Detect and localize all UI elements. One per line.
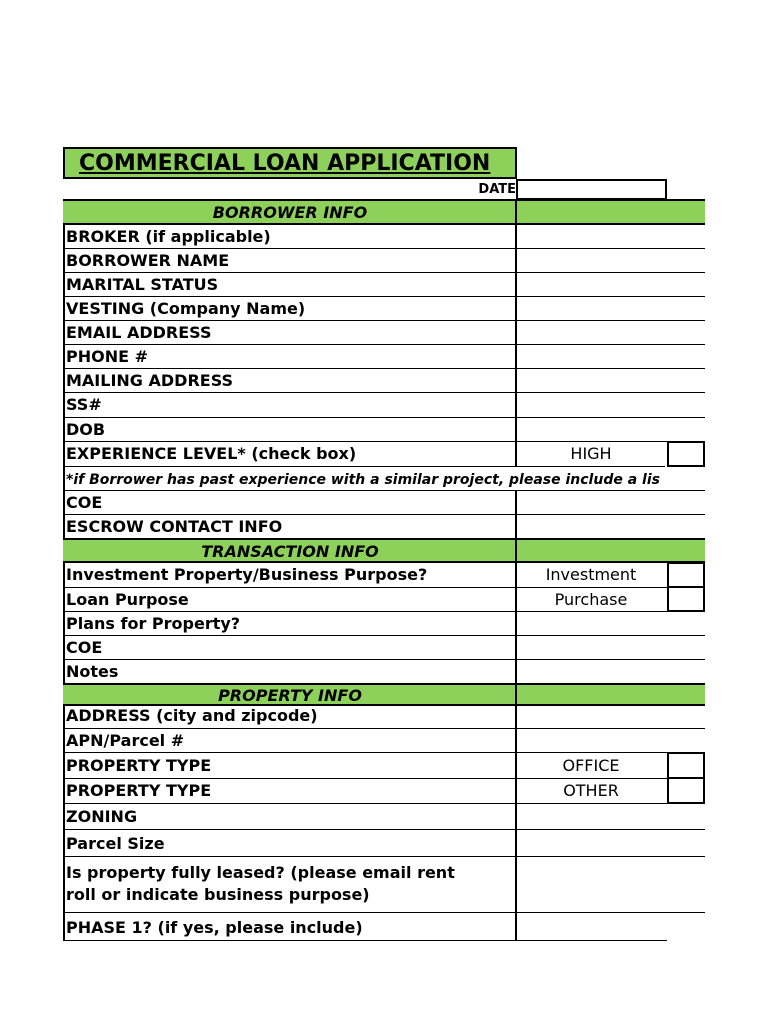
section-title: BORROWER INFO (212, 203, 368, 222)
row-divider (65, 912, 705, 913)
office-checkbox[interactable] (667, 752, 705, 779)
row-mailing-address: MAILING ADDRESS (66, 371, 234, 390)
section-title: TRANSACTION INFO (201, 542, 379, 561)
row-divider (65, 441, 705, 442)
row-divider (65, 587, 667, 588)
row-investment-property: Investment Property/Business Purpose? (66, 565, 428, 584)
row-phone: PHONE # (66, 347, 149, 366)
row-property-type-2: PROPERTY TYPE (66, 781, 212, 800)
row-divider (65, 728, 705, 729)
row-divider (65, 368, 705, 369)
row-divider (65, 635, 705, 636)
property-type-other: OTHER (563, 781, 619, 800)
experience-note: *if Borrower has past experience with a similar project, please include a lis (66, 472, 660, 488)
row-property-type-1: PROPERTY TYPE (66, 756, 212, 775)
row-divider (65, 466, 665, 467)
section-property-info (63, 683, 705, 706)
row-divider (65, 417, 705, 418)
row-plans-for-property: Plans for Property? (66, 614, 241, 633)
row-divider (65, 514, 705, 515)
row-experience-level: EXPERIENCE LEVEL* (check box) (66, 444, 357, 463)
other-checkbox[interactable] (667, 777, 705, 804)
row-divider (65, 392, 705, 393)
row-divider (65, 659, 705, 660)
investment-value: Investment (545, 565, 637, 584)
property-type-office: OFFICE (562, 756, 620, 775)
row-divider (65, 803, 705, 804)
row-transaction-coe: COE (66, 638, 103, 657)
row-marital-status: MARITAL STATUS (66, 275, 219, 294)
row-broker: BROKER (if applicable) (66, 227, 271, 246)
investment-checkbox[interactable] (667, 562, 705, 588)
row-loan-purpose: Loan Purpose (66, 590, 189, 609)
row-coe: COE (66, 493, 103, 512)
row-vesting: VESTING (Company Name) (66, 299, 306, 318)
row-email: EMAIL ADDRESS (66, 323, 212, 342)
row-phase1: PHASE 1? (if yes, please include) (66, 918, 363, 937)
row-divider (65, 320, 705, 321)
experience-value: HIGH (570, 444, 612, 463)
row-borrower-name: BORROWER NAME (66, 251, 230, 270)
row-divider (65, 611, 667, 612)
row-dob: DOB (66, 420, 106, 439)
section-borrower-info (63, 199, 705, 225)
row-leased-line2: roll or indicate business purpose) (66, 885, 370, 904)
row-divider (65, 752, 705, 753)
row-apn: APN/Parcel # (66, 731, 185, 750)
row-zoning: ZONING (66, 807, 138, 826)
row-ss: SS# (66, 395, 102, 414)
row-divider (65, 778, 667, 779)
row-leased-line1: Is property fully leased? (please email rent (66, 863, 455, 882)
experience-checkbox[interactable] (667, 441, 705, 467)
column-divider (515, 706, 517, 941)
row-divider (65, 272, 705, 273)
section-title: PROPERTY INFO (218, 686, 362, 705)
row-divider (65, 248, 705, 249)
loan-purpose-value: Purchase (554, 590, 628, 609)
row-divider (65, 856, 705, 857)
form-title: COMMERCIAL LOAN APPLICATION (63, 147, 517, 179)
section-transaction-info (63, 538, 705, 563)
date-label: DATE (478, 182, 516, 197)
row-divider (65, 940, 667, 941)
section-divider (515, 201, 517, 223)
loan-purpose-checkbox[interactable] (667, 586, 705, 612)
row-divider (65, 829, 705, 830)
row-parcel-size: Parcel Size (66, 834, 165, 853)
row-notes: Notes (66, 662, 119, 681)
column-divider (515, 224, 517, 466)
date-field[interactable] (516, 179, 667, 200)
row-divider (65, 490, 705, 491)
section-divider (515, 540, 517, 561)
row-divider (65, 296, 705, 297)
row-divider (65, 344, 705, 345)
section-divider (515, 685, 517, 704)
row-escrow-contact: ESCROW CONTACT INFO (66, 517, 283, 536)
row-address: ADDRESS (city and zipcode) (66, 706, 318, 725)
